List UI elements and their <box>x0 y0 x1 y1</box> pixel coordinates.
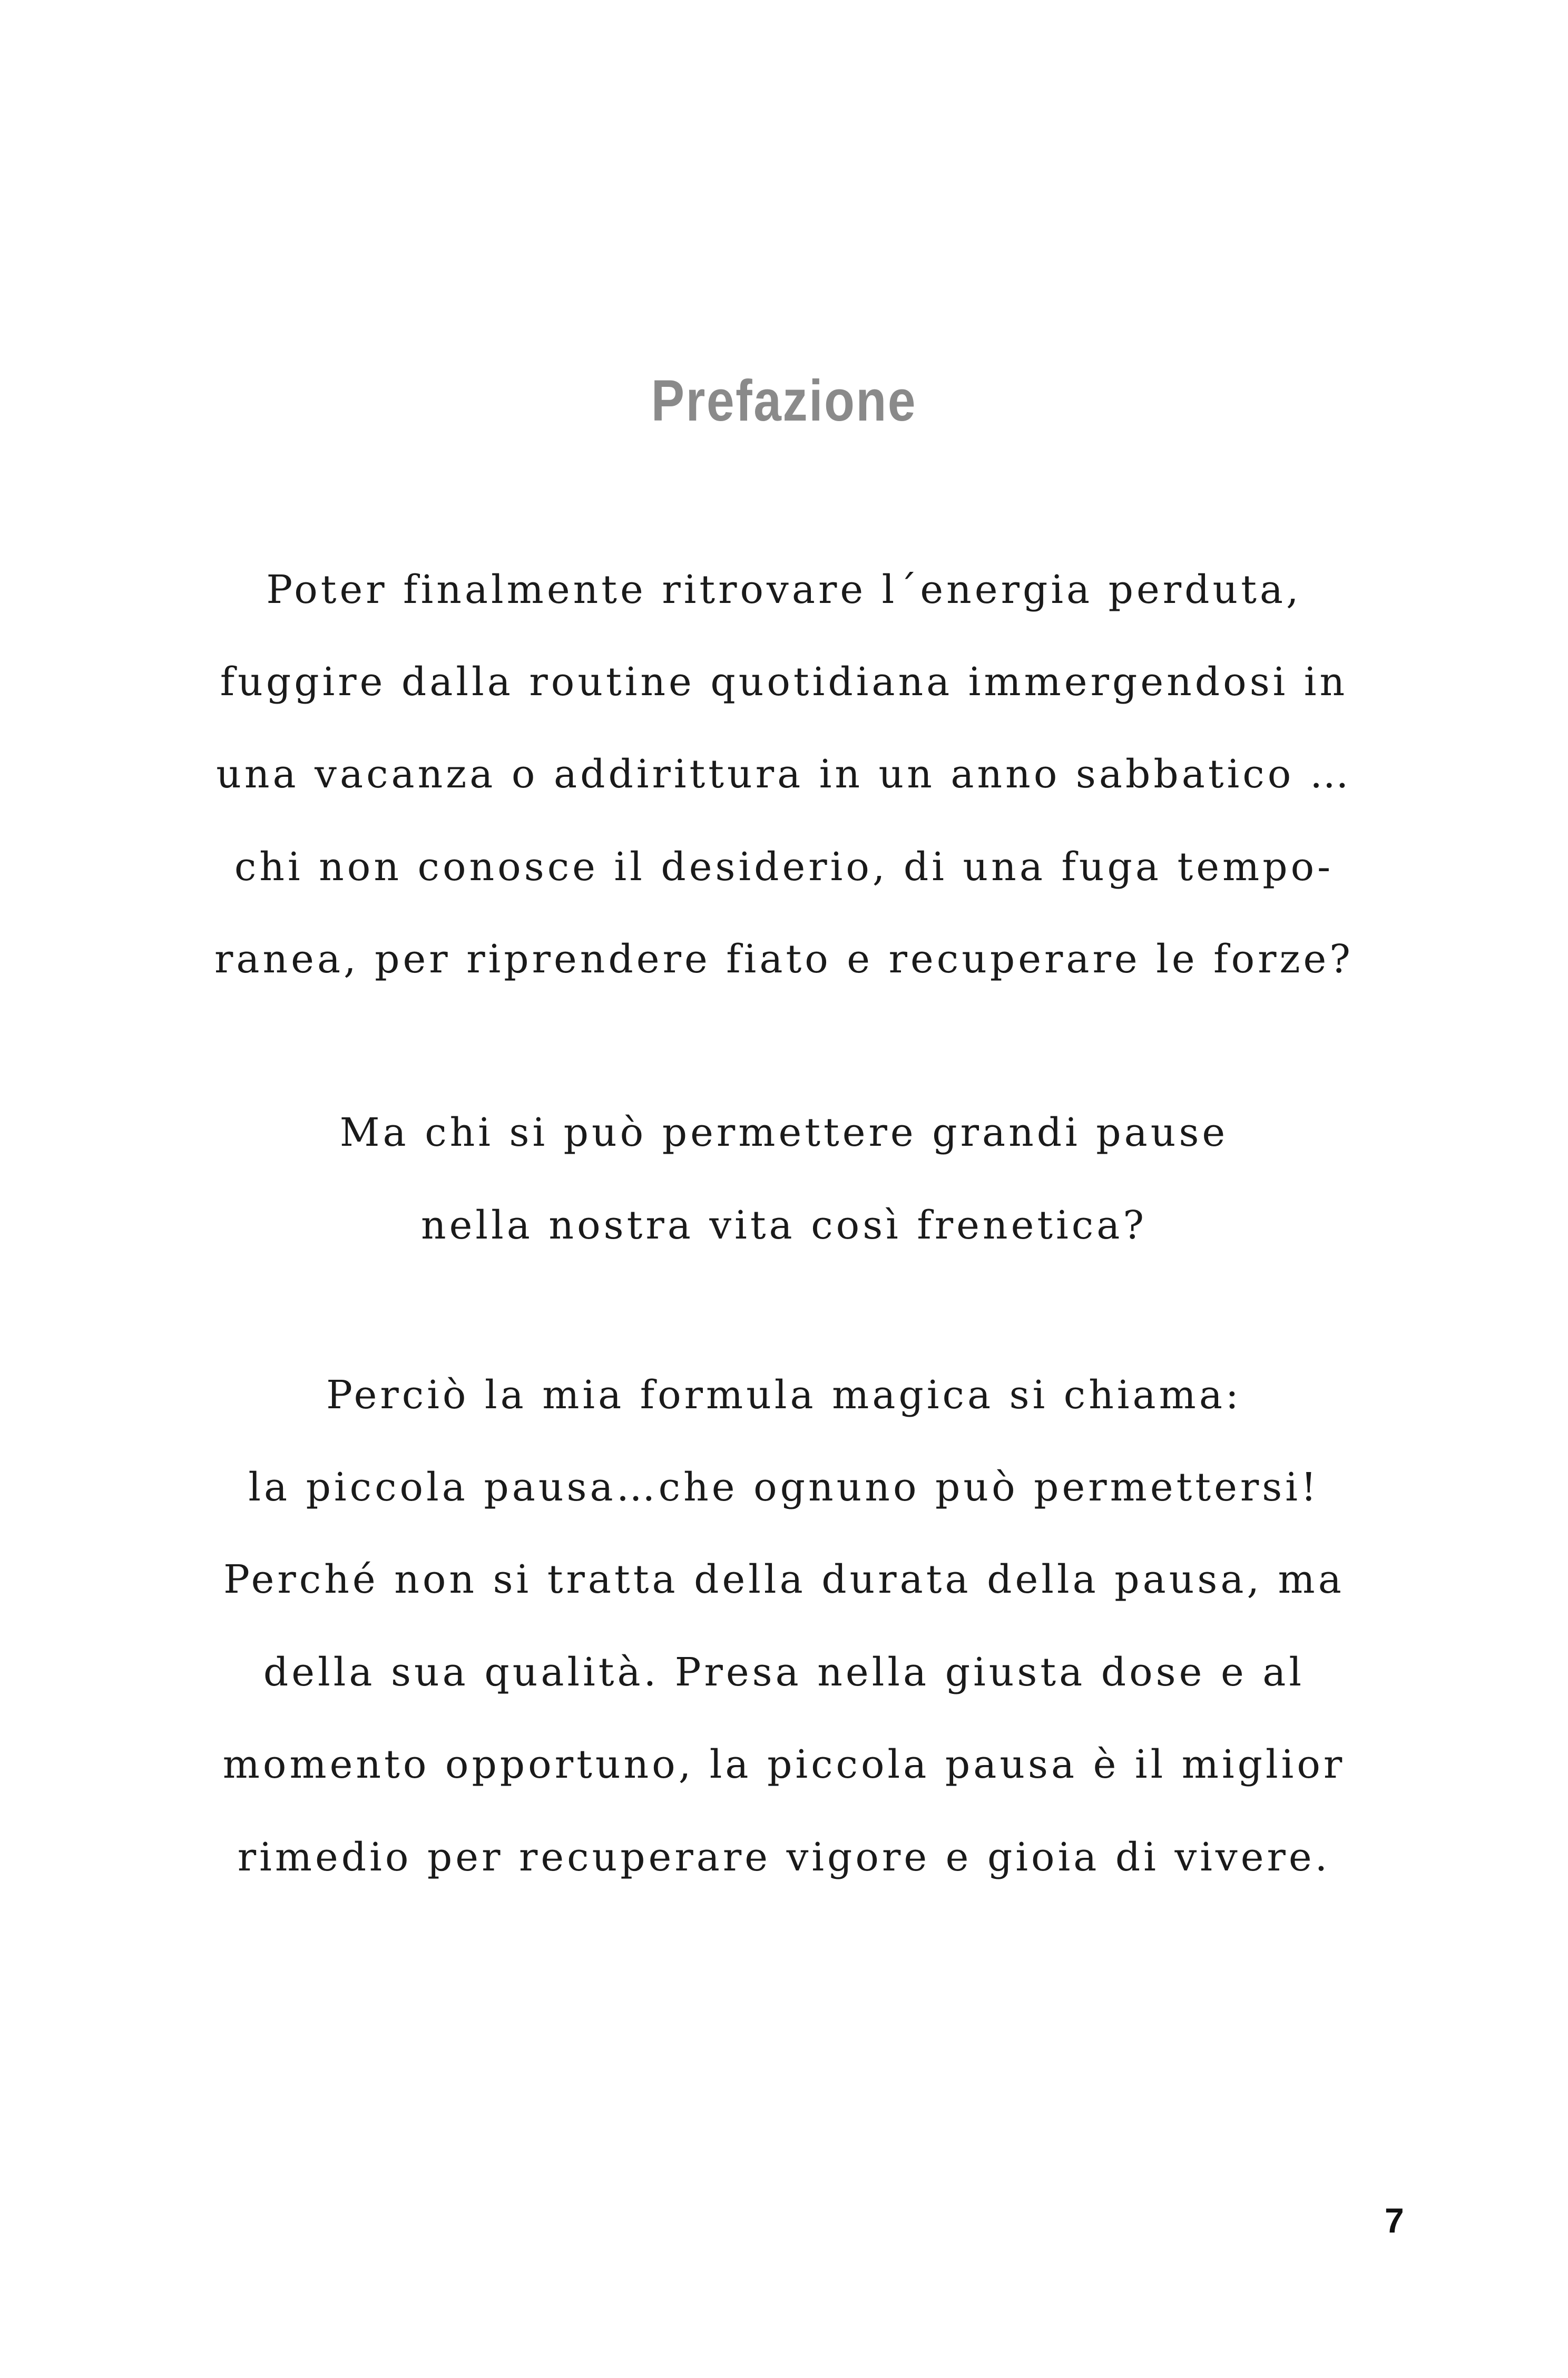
paragraph-1-line-2: fuggire dalla routine quotidiana immergendosi in <box>220 659 1348 705</box>
paragraph-3-line-2: la piccola pausa…che ognuno può permettersi! <box>248 1465 1320 1510</box>
paragraph-1-line-1: Poter finalmente ritrovare l´energia perduta, <box>266 567 1302 612</box>
paragraph-2-line-2: nella nostra vita così frenetica? <box>420 1203 1148 1248</box>
paragraph-1-line-3: una vacanza o addirittura in un anno sabbatico … <box>216 752 1352 797</box>
paragraph-3-line-5: momento opportuno, la piccola pausa è il miglior <box>222 1742 1346 1787</box>
paragraph-3-line-1: Perciò la mia formula magica si chiama: <box>326 1372 1242 1418</box>
paragraph-1-line-5: ranea, per riprendere fiato e recuperare le forze? <box>214 937 1354 982</box>
paragraph-3-line-4: della sua qualità. Presa nella giusta dose e al <box>263 1650 1305 1695</box>
page-number: 7 <box>1385 2201 1404 2240</box>
chapter-title: Prefazione <box>651 368 917 433</box>
paragraph-3-line-6: rimedio per recuperare vigore e gioia di vivere. <box>237 1835 1331 1880</box>
paragraph-2-line-1: Ma chi si può permettere grandi pause <box>339 1110 1229 1155</box>
paragraph-1-line-4: chi non conosce il desiderio, di una fuga tempo- <box>234 844 1334 890</box>
paragraph-3-line-3: Perché non si tratta della durata della pausa, ma <box>223 1557 1345 1602</box>
